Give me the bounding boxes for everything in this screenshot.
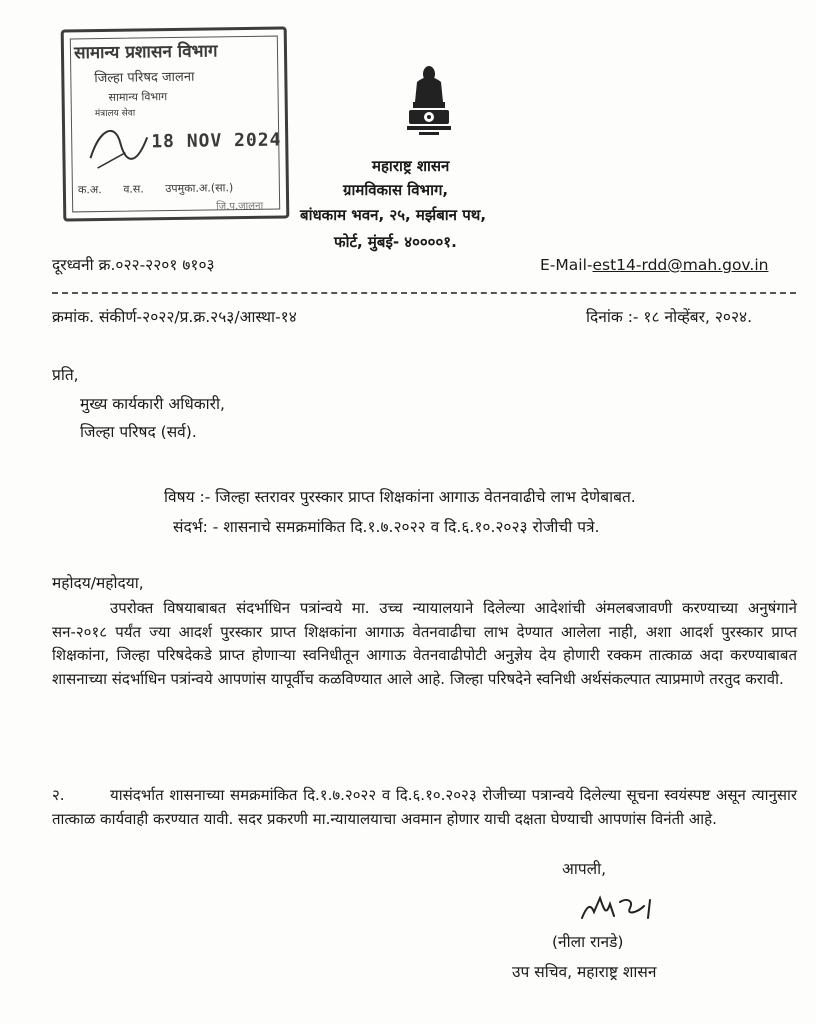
recipient-office: जिल्हा परिषद (सर्व). <box>80 423 197 441</box>
stamp-initials-scribble <box>85 117 156 178</box>
national-emblem-icon <box>397 60 461 140</box>
divider <box>52 292 796 294</box>
receipt-stamp <box>61 26 290 221</box>
stamp-footer-item: व.स. <box>123 182 144 196</box>
email-link[interactable]: est14-rdd@mah.gov.in <box>592 256 769 274</box>
email-label: E-Mail- <box>540 256 593 274</box>
stamp-branch: मंत्रालय सेवा <box>94 108 136 120</box>
stamp-footer-item: उपमुका.अ.(सा.) <box>165 181 234 196</box>
closing-yours: आपली, <box>562 860 607 878</box>
recipient-designation: मुख्य कार्यकारी अधिकारी, <box>80 395 225 413</box>
signatory-designation: उप सचिव, महाराष्ट्र शासन <box>512 963 657 981</box>
subject-line: विषय :- जिल्हा स्तरावर पुरस्कार प्राप्त शिक्षकांना आगाऊ वेतनवाढीचे लाभ देणेबाबत. <box>164 488 636 506</box>
stamp-date: 18 NOV 2024 <box>151 129 282 153</box>
paragraph-2-number: २. <box>52 786 65 804</box>
to-prefix: प्रति, <box>52 366 79 384</box>
stamp-city: जि.प.जालना <box>216 200 264 213</box>
email-row <box>540 258 768 274</box>
salutation: महोदय/महोदया, <box>52 574 144 592</box>
signatory-name: (नीला रानडे) <box>552 933 624 951</box>
letterhead-line-4: फोर्ट, मुंबई- ४००००१. <box>334 233 457 251</box>
reference-number: क्रमांक. संकीर्ण-२०२२/प्र.क्र.२५३/आस्था-१४ <box>52 308 297 326</box>
stamp-org: जिल्हा परिषद जालना <box>94 69 195 87</box>
paragraph-2 <box>52 784 797 831</box>
handwritten-signature <box>578 888 668 928</box>
paragraph-1-text: उपरोक्त विषयाबाबत संदर्भाधिन पत्रांन्वये मा. उच्च न्यायालयाने दिलेल्या आदेशांची अंमलबजावणी करण्याच्या अनुषंगाने सन-२०१८ पर्यंत ज्या आदर्श पुरस्कार प्राप्त शिक्षकांना आगाऊ वेतनवाढीचा लाभ देण्यात आलेला नाही, अशा आदर्श पुरस्कार प्राप्त शिक्षकांना, जिल्हा परिषदेकडे प्राप्त होणाऱ्या स्वनिधीतून आगाऊ वेतनवाढीपोटी अनुज्ञेय देय होणारी रक्कम तात्काळ अदा करण्याबाबत शासनाच्या संदर्भाधिन पत्रांन्वये आपणांस यापूर्वीच कळविण्यात आले आहे. जिल्हा परिषदेने स्वनिधी अर्थसंकल्पात त्याप्रमाणे तरतुद करावी. <box>52 599 797 688</box>
letterhead-line-1: महाराष्ट्र शासन <box>372 157 450 175</box>
stamp-footer <box>78 180 234 197</box>
paragraph-1 <box>52 597 797 691</box>
paragraph-2-text: यासंदर्भात शासनाच्या समक्रमांकित दि.१.७.२०२२ व दि.६.१०.२०२३ रोजीच्या पत्रान्वये दिलेल्या सूचना स्वयंस्पष्ट असून त्यानुसार तात्काळ कार्यवाही करण्यात यावी. सदर प्रकरणी मा.न्यायालयाचा अवमान होणार याची दक्षता घेण्याची आपणांस विनंती आहे. <box>52 786 797 828</box>
reference-line: संदर्भ: - शासनाचे समक्रमांकित दि.१.७.२०२२ व दि.६.१०.२०२३ रोजीची पत्रे. <box>173 518 600 536</box>
stamp-title: सामान्य प्रशासन विभाग <box>73 41 218 64</box>
letterhead-line-3: बांधकाम भवन, २५, मर्झबान पथ, <box>300 206 487 224</box>
stamp-dept: सामान्य विभाग <box>108 90 168 104</box>
stamp-footer-item: क.अ. <box>77 183 102 197</box>
phone-number: दूरध्वनी क्र.०२२-२२०१ ७१०३ <box>52 256 215 274</box>
letter-date: दिनांक :- १८ नोव्हेंबर, २०२४. <box>586 308 753 326</box>
letterhead-line-2: ग्रामविकास विभाग, <box>343 181 449 199</box>
